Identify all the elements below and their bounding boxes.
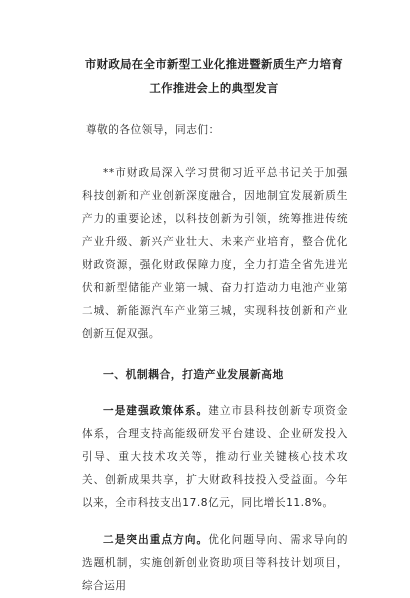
paragraph-body: 优化问题导向、需求导向的选题机制，实施创新创业资助项目等科技计划项目，综合运用 — [82, 534, 348, 592]
paragraph-lead: 一是建强政策体系。 — [103, 405, 209, 417]
paragraph-lead: 二是突出重点方向。 — [103, 534, 209, 546]
salutation: 尊敬的各位领导，同志们： — [86, 124, 220, 136]
intro-paragraph: **市财政局深入学习贯彻习近平总书记关于加强科技创新和产业创新深度融合，因地制宜发展新质生产力的重要论述，以科技创新为引领，统筹推进传统产业升级、新兴产业壮大、未来产业培育，整合优化财政资源，强化财政保障力度，全力打造全省先进光伏和新型储能产业第一城、奋力打造动力电池产业第二城、新能源汽车产业第三城，实现科技创新和产业创新互促双强。 — [82, 167, 348, 340]
section-paragraph-1 — [82, 400, 348, 515]
section-paragraph-2 — [82, 529, 348, 598]
section-heading: 一、机制耦合，打造产业发展新高地 — [103, 368, 284, 381]
document-title: 市财政局在全市新型工业化推进暨新质生产力培育工作推进会上的典型发言 — [84, 57, 344, 95]
paragraph-body: 建立市县科技创新专项资金体系，合理支持高能级研发平台建设、企业研发投入引导、重大技术攻关等，推动行业关键核心技术攻关、创新成果共享，扩大财政科技投入受益面。今年以来，全市科技支出17.8亿元，同比增长11.8%。 — [82, 405, 348, 509]
